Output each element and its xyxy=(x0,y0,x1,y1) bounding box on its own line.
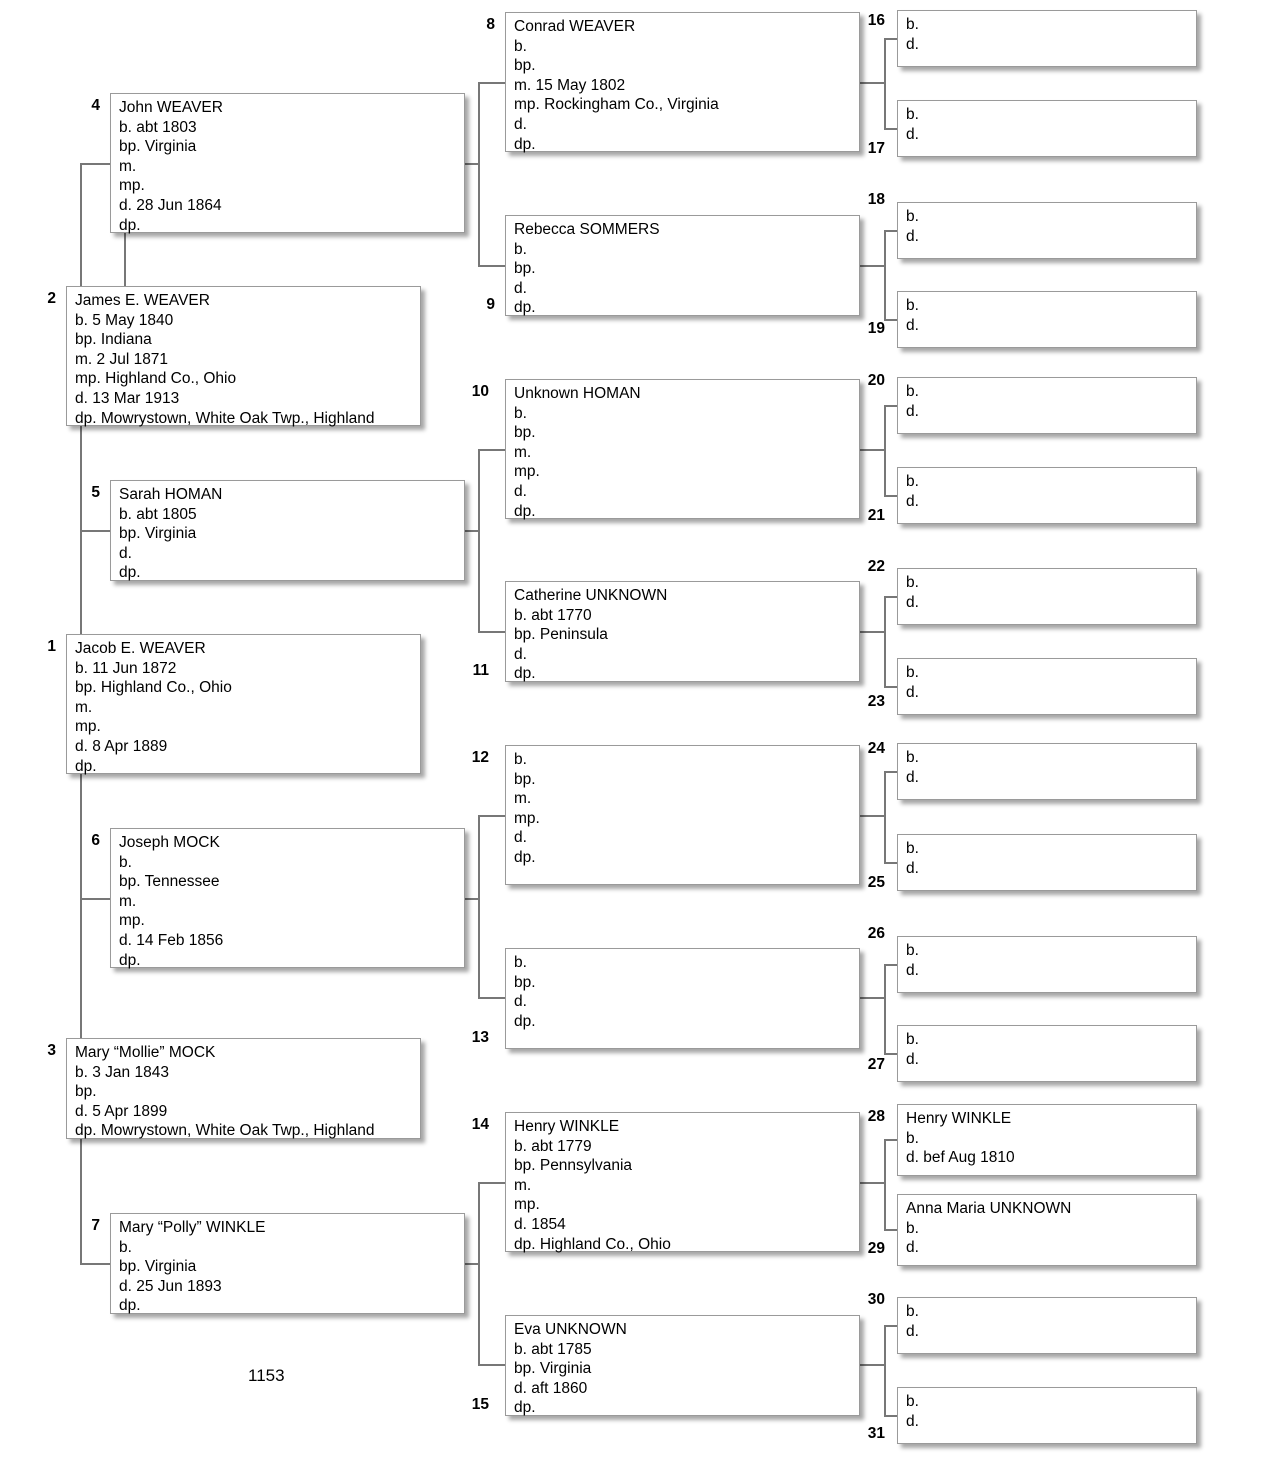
person-box[interactable] xyxy=(66,1038,421,1139)
person-detail: b. xyxy=(906,208,919,225)
person-detail: b. abt 1779 xyxy=(514,1137,592,1155)
connector-line xyxy=(478,1182,480,1365)
person-number: 25 xyxy=(867,874,885,891)
person-detail: d. xyxy=(906,402,919,420)
person-name: Sarah HOMAN xyxy=(119,486,223,503)
connector-line xyxy=(884,862,897,864)
person-detail: b. xyxy=(906,1303,919,1320)
person-number: 28 xyxy=(867,1108,885,1125)
person-detail: m. 15 May 1802 xyxy=(514,76,626,94)
person-detail: b. xyxy=(906,1219,919,1237)
person-detail: b. xyxy=(906,16,919,33)
connector-line xyxy=(860,1182,885,1184)
person-number: 8 xyxy=(486,16,495,33)
person-detail: bp. Virginia xyxy=(119,138,197,156)
page-number: 1153 xyxy=(248,1366,285,1385)
person-detail: b. xyxy=(119,853,132,871)
person-box[interactable] xyxy=(110,480,465,581)
connector-line xyxy=(884,1415,897,1417)
person-number: 11 xyxy=(472,662,489,679)
person-box[interactable] xyxy=(110,1213,465,1314)
person-detail: b. xyxy=(906,473,919,490)
person-box[interactable] xyxy=(897,834,1197,891)
connector-line xyxy=(478,1182,505,1184)
person-name: Rebecca SOMMERS xyxy=(514,221,660,238)
person-name: James E. WEAVER xyxy=(75,292,210,309)
person-detail: mp. xyxy=(75,718,101,736)
person-detail: d. xyxy=(906,593,919,611)
person-box[interactable] xyxy=(505,745,860,885)
person-box[interactable] xyxy=(505,581,860,682)
person-detail: b. xyxy=(906,383,919,400)
person-number: 13 xyxy=(471,1029,489,1046)
person-detail: d. xyxy=(906,683,919,701)
person-number: 26 xyxy=(867,925,885,942)
person-detail: b. abt 1803 xyxy=(119,118,197,136)
person-number: 30 xyxy=(867,1291,885,1308)
person-detail: m. xyxy=(75,698,93,716)
person-box[interactable] xyxy=(897,1387,1197,1444)
person-detail: d. xyxy=(119,544,132,562)
person-box[interactable] xyxy=(505,1112,860,1252)
connector-line xyxy=(884,964,897,966)
person-detail: bp. Highland Co., Ohio xyxy=(75,679,232,697)
connector-line xyxy=(884,128,897,130)
person-detail: d. xyxy=(514,993,527,1011)
person-detail: b. xyxy=(906,106,919,123)
person-number: 21 xyxy=(867,507,885,524)
person-number: 24 xyxy=(867,740,885,757)
person-detail: dp. xyxy=(119,951,141,969)
person-detail: dp. xyxy=(514,848,536,866)
person-name: Joseph MOCK xyxy=(119,834,220,851)
person-box[interactable] xyxy=(505,948,860,1049)
person-detail: d. xyxy=(906,1050,919,1068)
person-number: 6 xyxy=(91,832,100,849)
connector-line xyxy=(478,265,505,267)
person-detail: d. xyxy=(906,1239,919,1257)
person-number: 18 xyxy=(867,191,885,208)
person-detail: d. 5 Apr 1899 xyxy=(75,1102,168,1120)
person-detail: mp. xyxy=(514,1196,540,1214)
person-detail: dp. xyxy=(119,1297,141,1315)
person-detail: mp. Highland Co., Ohio xyxy=(75,370,237,388)
person-name: Henry WINKLE xyxy=(514,1118,620,1135)
connector-line xyxy=(884,1139,897,1141)
person-number: 17 xyxy=(867,140,885,157)
connector-line xyxy=(478,815,505,817)
person-detail: d. aft 1860 xyxy=(514,1379,588,1397)
person-detail: b. xyxy=(514,404,527,422)
person-detail: b. xyxy=(514,240,527,258)
person-detail: d. 13 Mar 1913 xyxy=(75,389,180,407)
person-detail: b. xyxy=(906,749,919,766)
person-number: 20 xyxy=(867,372,885,389)
person-detail: m. xyxy=(514,790,532,808)
person-box[interactable] xyxy=(897,377,1197,434)
person-detail: dp. Mowrystown, White Oak Twp., Highland xyxy=(75,409,375,427)
person-box[interactable] xyxy=(897,291,1197,348)
connector-line xyxy=(884,596,886,686)
person-detail: d. xyxy=(514,829,527,847)
connector-line xyxy=(884,596,897,598)
connector-line xyxy=(860,815,885,817)
connector-line xyxy=(80,722,82,1092)
person-detail: d. xyxy=(906,125,919,143)
connector-line xyxy=(884,1053,897,1055)
connector-line xyxy=(884,495,897,497)
person-detail: d. xyxy=(514,482,527,500)
person-number: 3 xyxy=(47,1042,56,1059)
person-box[interactable] xyxy=(897,1194,1197,1266)
person-detail: bp. Pennsylvania xyxy=(514,1157,633,1175)
person-box[interactable] xyxy=(505,215,860,316)
person-detail: bp. xyxy=(75,1083,97,1101)
person-detail: d. xyxy=(906,227,919,245)
connector-line xyxy=(478,449,505,451)
person-detail: bp. xyxy=(514,57,536,75)
person-detail: d. 8 Apr 1889 xyxy=(75,737,168,755)
person-detail: mp. xyxy=(119,177,145,195)
person-box[interactable] xyxy=(897,202,1197,259)
connector-line xyxy=(884,1325,897,1327)
person-number: 14 xyxy=(471,1116,489,1133)
connector-line xyxy=(80,163,110,165)
person-detail: d. xyxy=(906,316,919,334)
person-detail: b. abt 1770 xyxy=(514,606,592,624)
connector-line xyxy=(884,964,886,1053)
person-detail: d. xyxy=(906,961,919,979)
connector-line xyxy=(478,631,505,633)
person-detail: bp. Virginia xyxy=(119,1258,197,1276)
connector-line xyxy=(80,530,110,532)
connector-line xyxy=(478,997,505,999)
person-detail: bp. Peninsula xyxy=(514,626,608,644)
person-detail: d. 28 Jun 1864 xyxy=(119,196,222,214)
connector-line xyxy=(884,319,897,321)
connector-line xyxy=(884,230,886,319)
connector-line xyxy=(80,898,110,900)
person-box[interactable] xyxy=(505,379,860,519)
person-box[interactable] xyxy=(897,658,1197,715)
person-detail: b. 11 Jun 1872 xyxy=(75,659,177,677)
connector-line xyxy=(465,530,479,532)
person-box[interactable] xyxy=(66,634,421,774)
person-detail: b. 3 Jan 1843 xyxy=(75,1063,169,1081)
person-detail: d. xyxy=(514,115,527,133)
person-detail: dp. xyxy=(514,1399,536,1417)
person-number: 22 xyxy=(867,558,885,575)
person-detail: m. xyxy=(119,157,137,175)
person-detail: b. 5 May 1840 xyxy=(75,311,174,329)
person-number: 5 xyxy=(91,484,100,501)
person-name: Anna Maria UNKNOWN xyxy=(906,1200,1072,1217)
person-detail: d. xyxy=(906,1412,919,1430)
person-detail: d. xyxy=(514,279,527,297)
person-box[interactable] xyxy=(505,1315,860,1416)
person-detail: bp. Virginia xyxy=(119,525,197,543)
connector-line xyxy=(860,997,885,999)
person-detail: bp. xyxy=(514,260,536,278)
connector-line xyxy=(860,1364,885,1366)
person-detail: dp. Highland Co., Ohio xyxy=(514,1235,671,1253)
person-box[interactable] xyxy=(897,100,1197,157)
person-number: 19 xyxy=(867,320,885,337)
person-number: 2 xyxy=(47,290,56,307)
person-detail: dp. xyxy=(75,757,97,775)
person-detail: bp. Virginia xyxy=(514,1360,592,1378)
person-box[interactable] xyxy=(897,568,1197,625)
connector-line xyxy=(884,1139,886,1229)
person-box[interactable] xyxy=(897,1297,1197,1354)
person-detail: b. abt 1805 xyxy=(119,505,197,523)
person-detail: mp. xyxy=(514,463,540,481)
person-detail: dp. xyxy=(514,665,536,683)
person-box[interactable] xyxy=(897,467,1197,524)
person-detail: b. xyxy=(514,954,527,971)
person-detail: d. bef Aug 1810 xyxy=(906,1149,1015,1167)
connector-line xyxy=(884,1325,886,1415)
person-name: Henry WINKLE xyxy=(906,1110,1012,1127)
person-name: Unknown HOMAN xyxy=(514,385,641,402)
person-name: Jacob E. WEAVER xyxy=(75,640,206,657)
connector-line xyxy=(465,1263,479,1265)
connector-line xyxy=(884,686,897,688)
person-name: John WEAVER xyxy=(119,99,223,116)
person-detail: b. xyxy=(906,1031,919,1048)
person-detail: d. xyxy=(906,35,919,53)
person-detail: m. xyxy=(514,1176,532,1194)
person-detail: m. xyxy=(514,443,532,461)
connector-line xyxy=(860,82,885,84)
person-detail: dp. Mowrystown, White Oak Twp., Highland xyxy=(75,1122,375,1140)
connector-line xyxy=(884,38,897,40)
person-detail: d. 25 Jun 1893 xyxy=(119,1277,222,1295)
person-detail: dp. xyxy=(514,299,536,317)
person-box[interactable] xyxy=(897,936,1197,993)
person-detail: mp. xyxy=(119,912,145,930)
person-number: 1 xyxy=(47,638,56,655)
person-detail: b. xyxy=(119,1238,132,1256)
person-name: Conrad WEAVER xyxy=(514,18,636,35)
connector-line xyxy=(860,449,885,451)
person-number: 23 xyxy=(867,693,885,710)
person-detail: b. xyxy=(906,574,919,591)
person-detail: bp. xyxy=(514,424,536,442)
connector-line xyxy=(465,898,479,900)
person-detail: bp. xyxy=(514,770,536,788)
person-detail: d. xyxy=(906,492,919,510)
person-name: Catherine UNKNOWN xyxy=(514,587,668,604)
person-detail: d. 14 Feb 1856 xyxy=(119,931,224,949)
person-detail: b. xyxy=(906,942,919,959)
person-detail: b. xyxy=(906,664,919,681)
person-number: 15 xyxy=(471,1396,489,1413)
person-detail: b. xyxy=(906,1129,919,1147)
person-detail: d. xyxy=(906,859,919,877)
person-number: 12 xyxy=(471,749,489,766)
person-box[interactable] xyxy=(897,10,1197,67)
connector-line xyxy=(884,405,897,407)
person-detail: d. xyxy=(514,645,527,663)
connector-line xyxy=(860,265,885,267)
person-detail: b. xyxy=(906,1393,919,1410)
person-detail: dp. xyxy=(514,1012,536,1030)
person-detail: d. xyxy=(906,768,919,786)
connector-line xyxy=(478,449,480,632)
person-detail: b. xyxy=(514,751,527,768)
person-box[interactable] xyxy=(897,743,1197,800)
person-name: Eva UNKNOWN xyxy=(514,1321,627,1338)
person-box[interactable] xyxy=(897,1025,1197,1082)
person-detail: b. xyxy=(514,37,527,55)
connector-line xyxy=(884,1229,897,1231)
connector-line xyxy=(80,1263,110,1265)
person-box[interactable] xyxy=(110,93,465,233)
connector-line xyxy=(478,815,480,998)
person-detail: d. xyxy=(906,1322,919,1340)
person-number: 27 xyxy=(867,1056,885,1073)
person-box[interactable] xyxy=(505,12,860,152)
connector-line xyxy=(884,230,897,232)
connector-line xyxy=(478,82,505,84)
person-detail: bp. Indiana xyxy=(75,331,152,349)
person-detail: b. abt 1785 xyxy=(514,1340,592,1358)
person-detail: mp. xyxy=(514,809,540,827)
person-number: 10 xyxy=(471,383,489,400)
person-box[interactable] xyxy=(110,828,465,968)
connector-line xyxy=(860,631,885,633)
person-detail: bp. Tennessee xyxy=(119,873,220,891)
connector-line xyxy=(465,163,479,165)
person-detail: m. 2 Jul 1871 xyxy=(75,350,169,368)
person-detail: d. 1854 xyxy=(514,1215,566,1233)
person-number: 9 xyxy=(486,296,495,313)
connector-line xyxy=(884,771,897,773)
person-name: Mary “Mollie” MOCK xyxy=(75,1044,216,1061)
person-name: Mary “Polly” WINKLE xyxy=(119,1219,266,1236)
person-detail: dp. xyxy=(514,135,536,153)
person-detail: mp. Rockingham Co., Virginia xyxy=(514,96,719,114)
person-detail: b. xyxy=(906,297,919,314)
person-detail: m. xyxy=(119,892,137,910)
person-detail: dp. xyxy=(119,216,141,234)
person-detail: bp. xyxy=(514,973,536,991)
person-number: 31 xyxy=(867,1425,885,1442)
person-number: 29 xyxy=(867,1240,885,1257)
person-number: 16 xyxy=(867,12,885,29)
person-box[interactable] xyxy=(897,1104,1197,1176)
connector-line xyxy=(478,1364,505,1366)
person-detail: b. xyxy=(906,840,919,857)
person-detail: dp. xyxy=(119,564,141,582)
person-number: 4 xyxy=(91,97,100,114)
person-box[interactable] xyxy=(66,286,421,426)
person-detail: dp. xyxy=(514,502,536,520)
connector-line xyxy=(478,82,480,266)
person-number: 7 xyxy=(91,1217,100,1234)
